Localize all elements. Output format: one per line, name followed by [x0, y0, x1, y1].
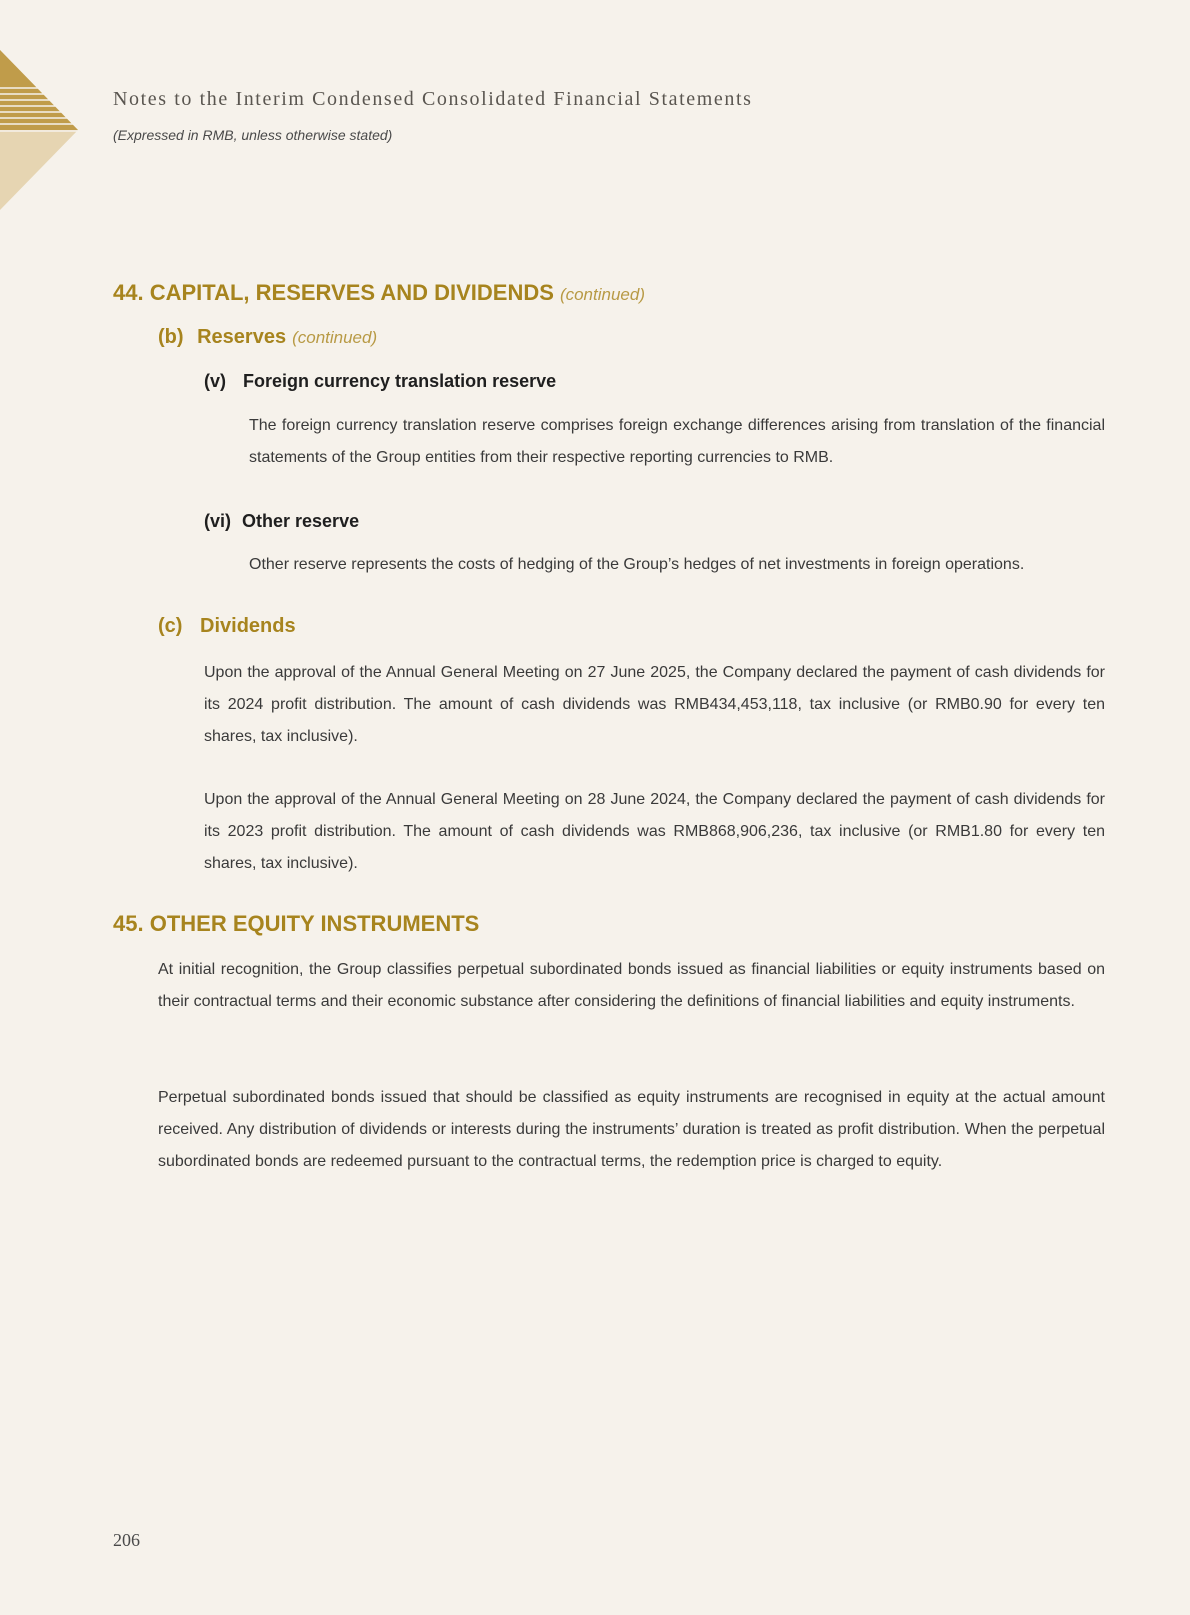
subsection-c-heading: [158, 615, 296, 638]
item-vi-text: Other reserve represents the costs of hedging of the Group’s hedges of net investments in foreign operations.: [249, 556, 1025, 573]
item-vi-heading: [204, 511, 359, 532]
section-title: OTHER EQUITY INSTRUMENTS: [149, 911, 480, 936]
item-v-heading: [204, 371, 556, 392]
dividends-paragraph: Upon the approval of the Annual General Meeting on 28 June 2024, the Company declared the payment of cash dividends for its 2023 profit distribution. The amount of cash dividends was RMB868,906,236, tax inclusive (or RMB1.80 for every ten shares, tax inclusive).: [204, 791, 1105, 872]
section-44-heading: [113, 280, 645, 306]
dividends-paragraph: Upon the approval of the Annual General Meeting on 27 June 2025, the Company declared the payment of cash dividends for its 2024 profit distribution. The amount of cash dividends was RMB434,453,118, tax inclusive (or RMB0.90 for every ten shares, tax inclusive).: [204, 664, 1105, 745]
subsection-b-heading: [158, 326, 377, 349]
subsection-label: (b): [158, 326, 184, 348]
item-title: Other reserve: [242, 511, 360, 531]
subsection-title: Reserves: [197, 326, 287, 348]
item-label: (vi): [204, 511, 231, 531]
equity-paragraph: Perpetual subordinated bonds issued that should be classified as equity instruments are recognised in equity at the actual amount received. Any distribution of dividends or interests during the instruments’ duration is treated as profit distribution. When the perpetual subordinated bonds are redeemed pursuant to the contractual terms, the redemption price is charged to equity.: [158, 1089, 1105, 1170]
subsection-title: Dividends: [200, 615, 296, 637]
corner-decoration-icon: [0, 50, 80, 212]
section-number: 45.: [113, 911, 144, 936]
subsection-label: (c): [158, 615, 183, 637]
continued-label: (continued): [559, 285, 645, 304]
item-v-text: The foreign currency translation reserve comprises foreign exchange differences arising from translation of the financial statements of the Group entities from their respective reporting currencies to RMB.: [249, 417, 1105, 466]
section-45-heading: [113, 911, 479, 937]
equity-paragraph: At initial recognition, the Group classifies perpetual subordinated bonds issued as financial liabilities or equity instruments based on their contractual terms and their economic substance after considering the definitions of financial liabilities and equity instruments.: [158, 961, 1105, 1010]
item-label: (v): [204, 371, 226, 391]
section-number: 44.: [113, 280, 144, 305]
continued-label: (continued): [292, 328, 378, 347]
section-title: CAPITAL, RESERVES AND DIVIDENDS: [149, 280, 554, 305]
running-header-title: Notes to the Interim Condensed Consolidated Financial Statements: [113, 88, 753, 110]
running-header-subtitle: (Expressed in RMB, unless otherwise stated): [113, 127, 393, 143]
page-number: 206: [113, 1530, 140, 1550]
item-title: Foreign currency translation reserve: [243, 371, 557, 391]
